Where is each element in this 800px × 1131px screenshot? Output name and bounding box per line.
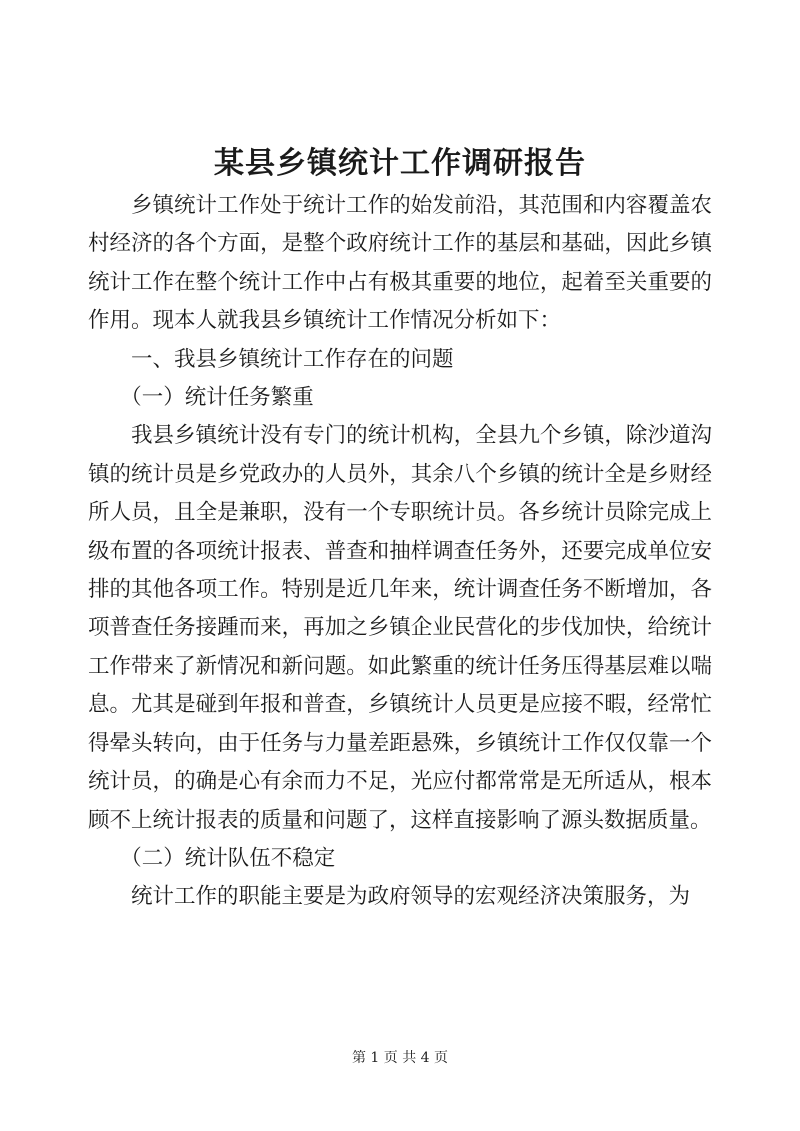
subsection-heading: （二）统计队伍不稳定 <box>120 845 336 871</box>
intro-paragraph: 乡镇统计工作处于统计工作的始发前沿，其范围和内容覆盖农村经济的各个方面，是整个政府统计工作的基层和基础，因此乡镇统计工作在整个统计工作中占有极其重要的地位，起着至关重要的作用。现本人就我县乡镇统计工作情况分析如下： <box>88 193 712 334</box>
body-paragraph: 我县乡镇统计没有专门的统计机构，全县九个乡镇，除沙道沟镇的统计员是乡党政办的人员外，其余八个乡镇的统计全是乡财经所人员，且全是兼职，没有一个专职统计员。各乡统计员除完成上级布置的各项统计报表、普查和抽样调查任务外，还要完成单位安排的其他各项工作。特别是近几年来，统计调查任务不断增加，各项普查任务接踵而来，再加之乡镇企业民营化的步伐加快，给统计工作带来了新情况和新问题。如此繁重的统计任务压得基层难以喘息。尤其是碰到年报和普查，乡镇统计人员更是应接不暇，经常忙得晕头转向，由于任务与力量差距悬殊，乡镇统计工作仅仅靠一个统计员，的确是心有余而力不足，光应付都常常是无所适从，根本顾不上统计报表的质量和问题了，这样直接影响了源头数据质量。 <box>88 423 712 833</box>
page-footer: 第 1 页 共 4 页 <box>351 1050 449 1066</box>
subsection-heading: （一）统计任务繁重 <box>120 385 314 411</box>
body-paragraph: 统计工作的职能主要是为政府领导的宏观经济决策服务，为 <box>131 884 691 910</box>
document-body <box>88 187 712 917</box>
document-title: 某县乡镇统计工作调研报告 <box>214 146 586 181</box>
section-heading: 一、我县乡镇统计工作存在的问题 <box>131 346 454 372</box>
